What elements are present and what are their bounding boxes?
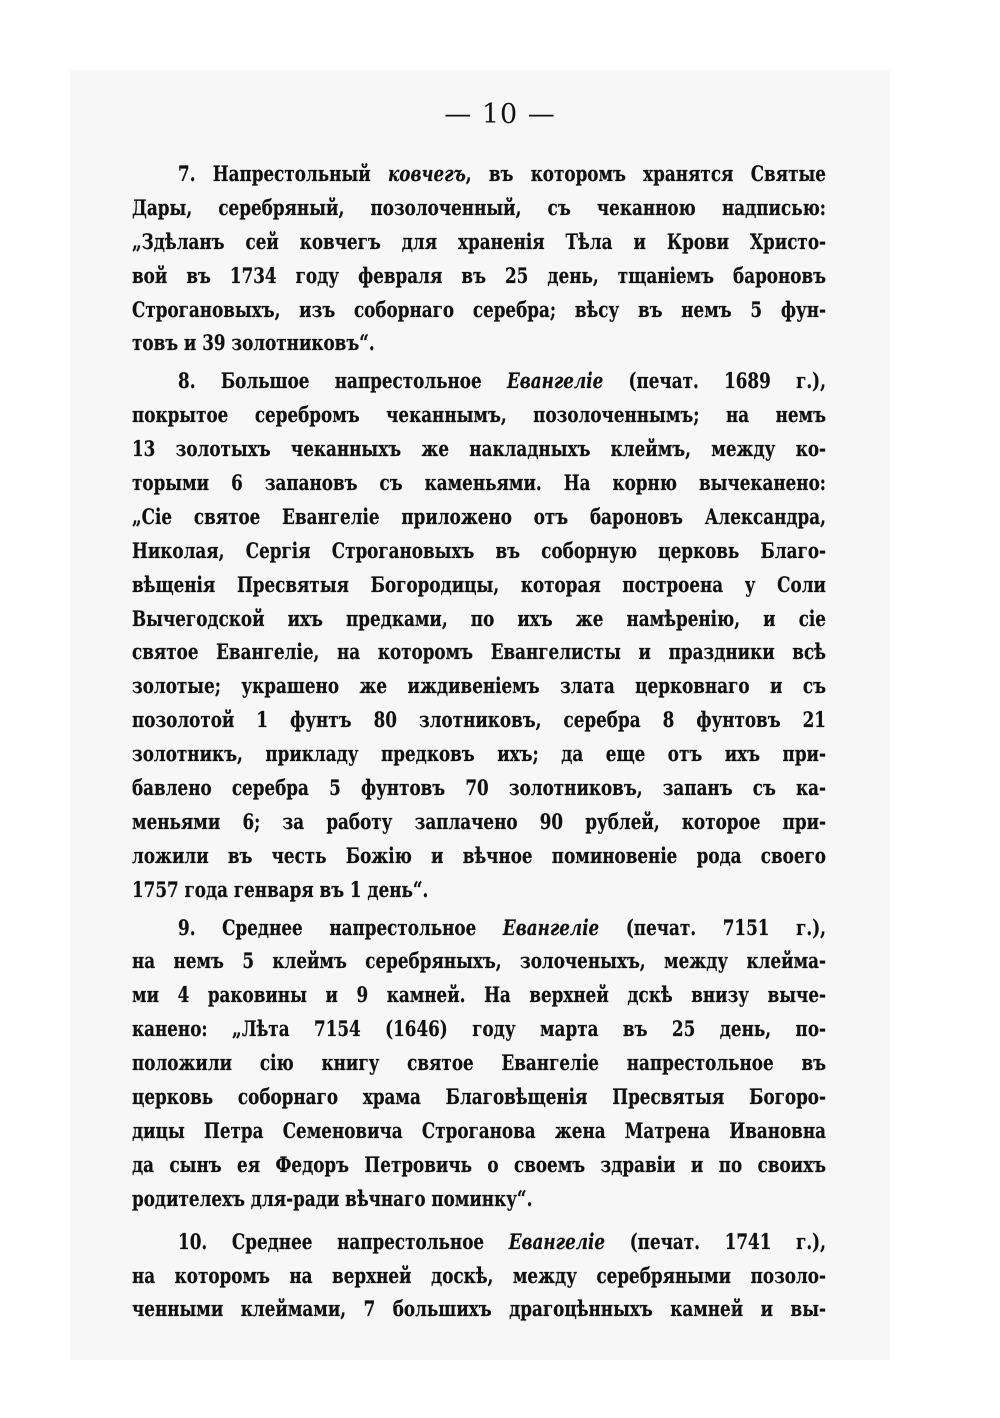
text-run: золотникъ, прикладу предковъ ихъ; да еще отъ ихъ при- (132, 742, 826, 768)
text-run: родителехъ для-ради вѣчнаго поминку“. (132, 1186, 533, 1212)
text-line (132, 226, 826, 260)
text-line (132, 260, 826, 294)
text-run: церковь соборнаго храма Благовѣщенія Пресвятыя Богоро- (132, 1085, 826, 1111)
text-run: меньями 6; за работу заплачено 90 рублей, которое при- (132, 809, 826, 835)
text-line (132, 1115, 826, 1149)
text-line (132, 1183, 826, 1217)
text-run: канено: „Лѣта 7154 (1646) году марта въ 25 день, по- (132, 1017, 826, 1043)
paragraph-9 (132, 912, 826, 1217)
text-line (132, 535, 826, 569)
italic-term: Евангеліе (506, 369, 604, 395)
text-run: Строгановыхъ, изъ соборнаго серебра; вѣсу въ немъ 5 фун- (132, 297, 826, 323)
text-run: покрытое серебромъ чеканнымъ, позолоченнымъ; на немъ (132, 403, 826, 429)
italic-term: ковчегъ (387, 162, 466, 187)
body-text (132, 158, 826, 1327)
text-line (132, 158, 826, 192)
paragraph-8 (132, 365, 826, 907)
text-run: 8. Большое напрестольное (178, 369, 507, 395)
text-line (132, 501, 826, 535)
italic-term: Евангеліе (502, 915, 600, 941)
text-line (132, 327, 826, 361)
text-line (132, 1149, 826, 1183)
text-line (132, 670, 826, 704)
text-run: (печат. 1741 г.), (605, 1229, 826, 1255)
text-run: „Сіе святое Евангеліе приложено отъ бароновъ Александра, (132, 504, 826, 530)
text-line (132, 433, 826, 467)
paragraph-10 (132, 1226, 826, 1328)
text-run: позолотой 1 фунтъ 80 злотниковъ, серебра 8 фунтовъ 21 (132, 708, 826, 734)
text-run: торыми 6 запановъ съ каменьями. На корню вычеканено: (132, 471, 826, 497)
text-run: 7. Напрестольный (178, 162, 388, 187)
text-line (132, 192, 826, 226)
text-run: Николая, Сергія Строгановыхъ въ соборную церковь Благо- (132, 538, 826, 564)
italic-term: Евангеліе (508, 1229, 606, 1255)
text-run: (печат. 1689 г.), (603, 369, 826, 395)
text-run: „Здѣланъ сей ковчегъ для храненія Тѣла и Крови Христо- (132, 229, 826, 255)
text-run: бавлено серебра 5 фунтовъ 70 золотниковъ, запанъ съ ка- (132, 776, 826, 802)
text-run: да сынъ ея Федоръ Петровичь о своемъ здравіи и по своихъ (132, 1152, 826, 1178)
text-line (132, 1047, 826, 1081)
text-line (132, 738, 826, 772)
text-line (132, 1081, 826, 1115)
text-line (132, 467, 826, 501)
text-line (132, 1293, 826, 1327)
text-run: золотые; украшено же иждивеніемъ злата церковнаго и съ (132, 674, 826, 700)
text-run: (печат. 7151 г.), (599, 915, 826, 941)
text-run: на которомъ на верхней доскѣ, между серебряными позоло- (132, 1263, 826, 1289)
text-line (132, 840, 826, 874)
text-line (132, 806, 826, 840)
text-line (132, 365, 826, 399)
text-run: вой въ 1734 году февраля въ 25 день, тщаніемъ бароновъ (132, 263, 826, 289)
paragraph-7 (132, 158, 826, 361)
text-line (132, 704, 826, 738)
text-run: товъ и 39 золотниковъ“. (132, 331, 375, 357)
text-line (132, 912, 826, 946)
text-run: вѣщенія Пресвятыя Богородицы, которая построена у Соли (132, 572, 826, 598)
text-line (132, 399, 826, 433)
text-run: 10. Среднее напрестольное (178, 1229, 509, 1255)
text-line (132, 603, 826, 637)
text-run: 1757 года генваря въ 1 день“. (132, 877, 429, 903)
text-run: ми 4 раковины и 9 камней. На верхней дскѣ внизу выче- (132, 983, 826, 1009)
text-line (132, 1226, 826, 1260)
text-run: положили сію книгу святое Евангеліе напрестольное въ (132, 1051, 826, 1077)
text-line (132, 874, 826, 908)
text-line (132, 1260, 826, 1294)
page-number-header: — 10 — (444, 99, 556, 130)
text-run: святое Евангеліе, на которомъ Евангелисты и праздники всѣ (132, 640, 826, 666)
text-line (132, 945, 826, 979)
text-line (132, 979, 826, 1013)
text-line (132, 772, 826, 806)
text-line (132, 569, 826, 603)
text-run: дицы Петра Семеновича Строганова жена Матрена Ивановна (132, 1118, 826, 1144)
text-run: Дары, серебряный, позолоченный, съ чеканною надписью: (132, 195, 826, 221)
text-line (132, 636, 826, 670)
text-line (132, 294, 826, 328)
text-line (132, 1013, 826, 1047)
text-run: 9. Среднее напрестольное (178, 915, 503, 941)
text-run: 13 золотыхъ чеканныхъ же накладныхъ клеймъ, между ко- (132, 437, 826, 463)
text-run: Вычегодской ихъ предками, по ихъ же намѣренію, и сіе (132, 606, 826, 632)
text-run: , въ которомъ хранятся Святые (465, 162, 826, 187)
text-run: ченными клеймами, 7 большихъ драгоцѣнныхъ камней и вы- (132, 1297, 826, 1323)
text-run: на немъ 5 клеймъ серебряныхъ, золоченыхъ, между клейма- (132, 949, 826, 975)
text-run: ложили въ честь Божію и вѣчное поминовеніе рода своего (132, 843, 826, 869)
